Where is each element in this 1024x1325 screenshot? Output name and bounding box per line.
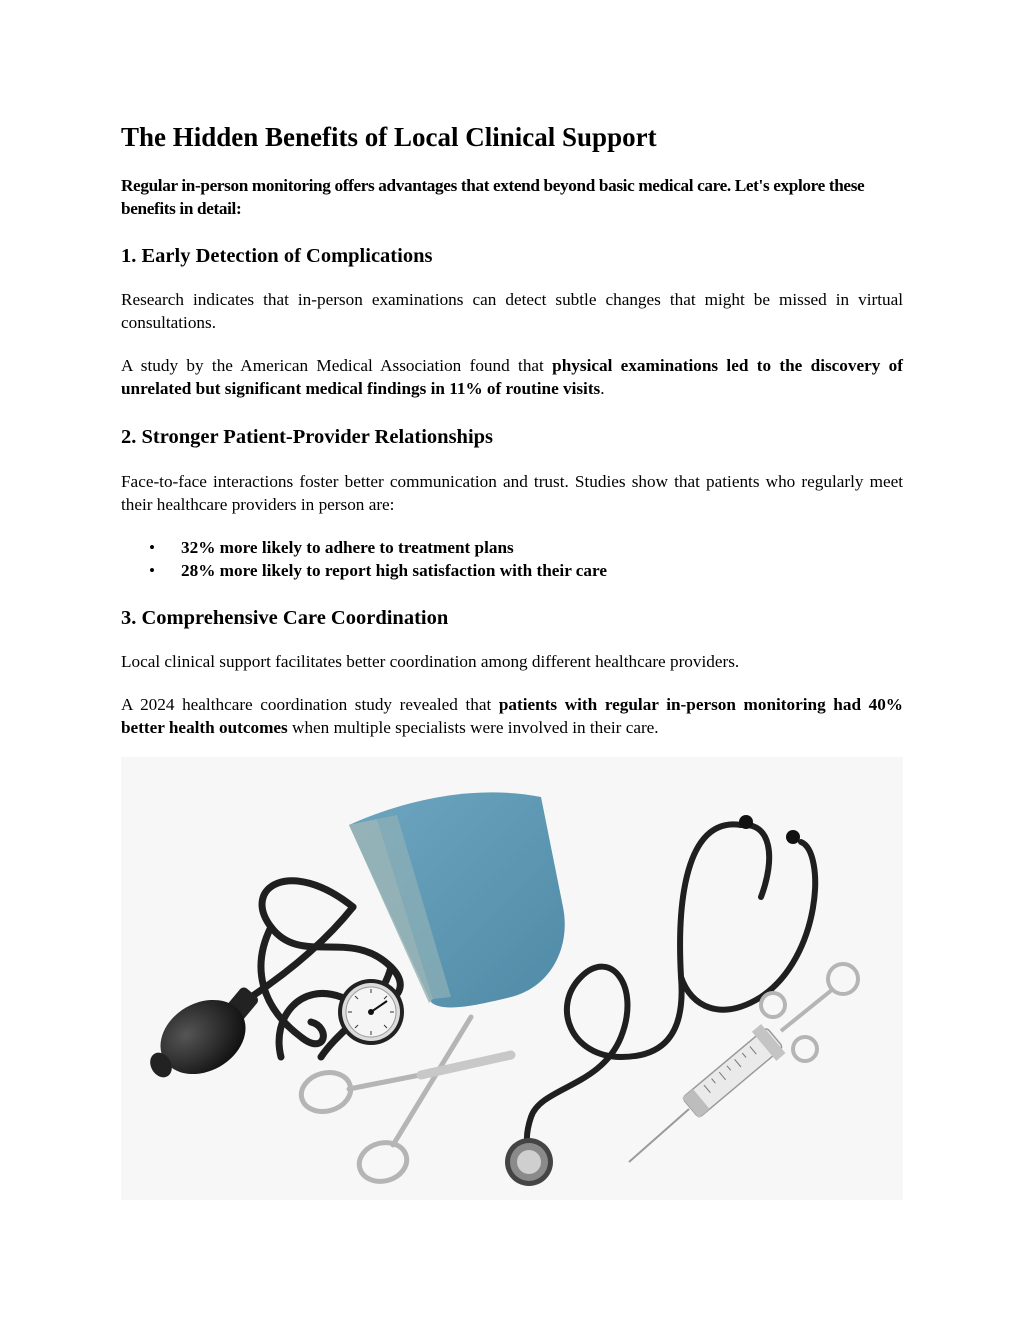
list-item [121, 559, 903, 582]
section-2-paragraph-1: Face-to-face interactions foster better communication and trust. Studies show that patients who regularly meet their healthcare providers in person are: [121, 472, 903, 514]
section-1-heading: 1. Early Detection of Complications [121, 245, 433, 267]
list-item-text: 28% more likely to report high satisfaction with their care [181, 561, 607, 580]
lead-bold-2: Let's explore these benefits in detail: [121, 176, 865, 218]
medical-equipment-photo [121, 757, 903, 1200]
pressure-cuff-icon [349, 792, 565, 1007]
stats-list [121, 536, 903, 582]
lead-paragraph [121, 174, 903, 220]
inflation-bulb-icon [146, 985, 260, 1089]
section-1-paragraph-2 [121, 354, 903, 400]
list-item [121, 536, 903, 559]
section-3-p2-text: A 2024 healthcare coordination study revealed that [121, 695, 499, 714]
section-3-paragraph-1: Local clinical support facilitates better coordination among different healthcare providers. [121, 652, 740, 671]
section-3-paragraph-2 [121, 693, 903, 739]
section-1-p2-text: A study by the American Medical Association found that [121, 356, 553, 375]
bullet-icon: • [149, 538, 156, 557]
list-item-text: 32% more likely to adhere to treatment plans [181, 538, 514, 557]
section-3-p2-highlight: patients with regular in-person monitoring had 40% better health outcomes [121, 695, 903, 737]
bullet-icon: • [149, 561, 156, 580]
page-title: The Hidden Benefits of Local Clinical Support [121, 122, 657, 152]
section-1-p2-end: . [600, 379, 605, 398]
syringe-icon [629, 964, 858, 1162]
lead-bold-1: Regular in-person monitoring offers advantages that extend beyond basic medical care [121, 176, 727, 195]
section-2-heading: 2. Stronger Patient-Provider Relationships [121, 426, 494, 448]
section-3-p2-end: when multiple specialists were involved in their care. [287, 718, 659, 737]
lead-separator: . [726, 176, 735, 195]
section-1-paragraph-1: Research indicates that in-person examinations can detect subtle changes that might be missed in virtual consultations. [121, 290, 903, 332]
section-1-p2-highlight: physical examinations led to the discovery of unrelated but significant medical findings in 11% of routine visits [121, 356, 903, 398]
pressure-gauge-icon [338, 979, 404, 1045]
section-3-heading: 3. Comprehensive Care Coordination [121, 607, 449, 629]
equipment-illustration [121, 757, 903, 1200]
